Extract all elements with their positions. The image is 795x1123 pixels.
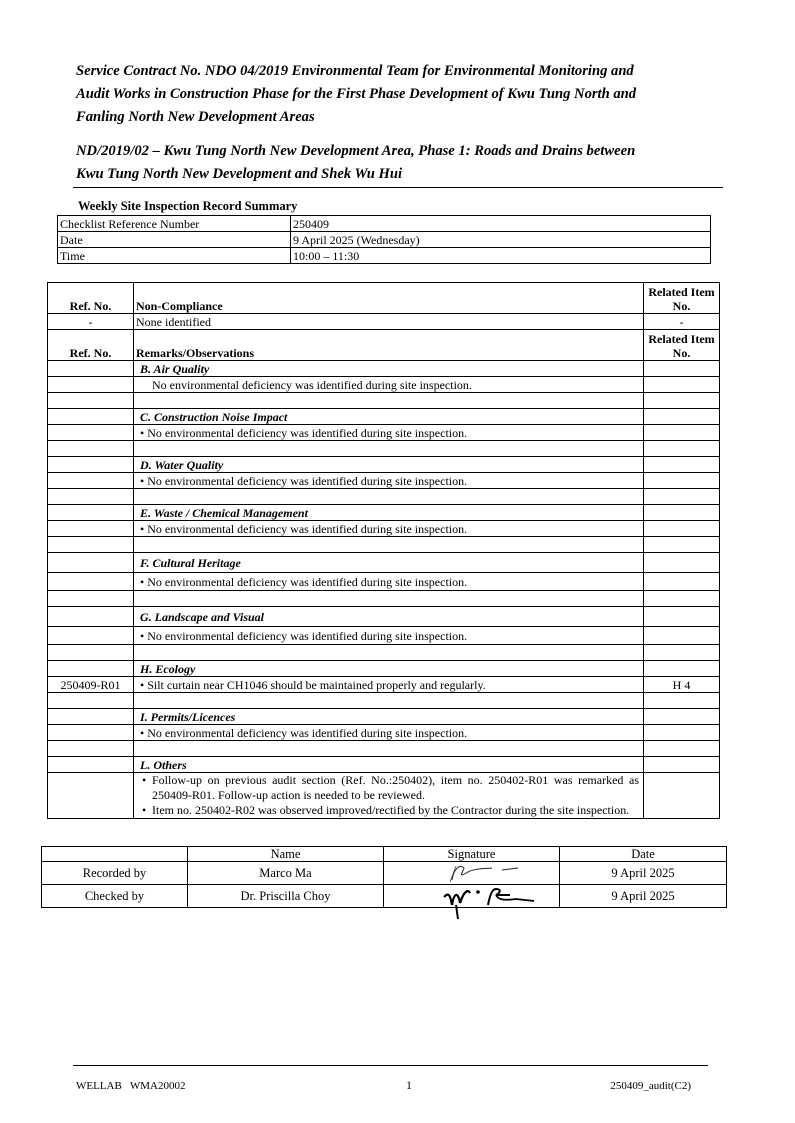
observation-ref	[48, 627, 134, 645]
observation-row	[48, 521, 720, 537]
footer-divider	[73, 1065, 708, 1066]
blank-row	[48, 393, 720, 409]
project-subtitle	[76, 140, 716, 186]
observation-row	[48, 573, 720, 591]
signature-header: Signature	[384, 847, 560, 862]
observation-row	[48, 677, 720, 693]
observation-bullet: • No environmental deficiency was identified during site inspection.	[134, 573, 644, 591]
section-title: H. Ecology	[134, 661, 644, 677]
date-header: Date	[560, 847, 727, 862]
project-subtitle-line: Kwu Tung North New Development and Shek Wu Hui	[76, 166, 402, 182]
signoff-name: Dr. Priscilla Choy	[188, 885, 384, 908]
summary-label: Date	[58, 232, 291, 248]
findings-table	[47, 282, 720, 819]
observation-bullet: • No environmental deficiency was identified during site inspection.	[134, 627, 644, 645]
section-title: I. Permits/Licences	[134, 709, 644, 725]
footer-right: 250409_audit(C2)	[610, 1080, 691, 1092]
section-title: D. Water Quality	[134, 457, 644, 473]
observation-ref	[48, 573, 134, 591]
observation-bullet: • No environmental deficiency was identified during site inspection.	[134, 425, 644, 441]
header-divider	[73, 187, 723, 188]
ref-no-header: Ref. No.	[48, 283, 134, 314]
non-compliance-text: None identified	[134, 314, 644, 330]
observation-ref	[48, 377, 134, 393]
section-title-row	[48, 757, 720, 773]
observation-related	[644, 627, 720, 645]
name-header: Name	[188, 847, 384, 862]
signature-image-priscilla	[384, 879, 560, 919]
others-item: • Item no. 250402-R02 was observed improved/rectified by the Contractor during the site inspection.	[152, 803, 639, 818]
signoff-date: 9 April 2025	[560, 862, 727, 885]
summary-table	[57, 215, 711, 264]
non-compliance-row	[48, 314, 720, 330]
summary-row	[58, 216, 711, 232]
observation-bullet: • No environmental deficiency was identified during site inspection.	[134, 521, 644, 537]
signoff-date: 9 April 2025	[560, 885, 727, 908]
observation-text: No environmental deficiency was identified during site inspection.	[147, 521, 468, 536]
contract-title-line: Fanling North New Development Areas	[76, 109, 315, 125]
observation-related	[644, 725, 720, 741]
observation-text: No environmental deficiency was identified during site inspection.	[134, 377, 644, 393]
section-title-row	[48, 457, 720, 473]
observation-ref	[48, 425, 134, 441]
signoff-role: Checked by	[42, 885, 188, 908]
observation-text: No environmental deficiency was identified during site inspection.	[147, 473, 468, 488]
signoff-row	[42, 885, 727, 908]
observation-ref	[48, 521, 134, 537]
summary-value: 9 April 2025 (Wednesday)	[291, 232, 711, 248]
blank-row	[48, 441, 720, 457]
contract-title	[76, 60, 716, 129]
related-item-header: Related Item No.	[644, 330, 720, 361]
section-title-row	[48, 361, 720, 377]
observation-ref	[48, 725, 134, 741]
observation-bullet: • Silt curtain near CH1046 should be maintained properly and regularly.	[134, 677, 644, 693]
non-compliance-ref: -	[48, 314, 134, 330]
summary-label: Time	[58, 248, 291, 264]
observation-related	[644, 573, 720, 591]
summary-heading: Weekly Site Inspection Record Summary	[78, 199, 298, 213]
section-title: L. Others	[134, 757, 644, 773]
observation-text: No environmental deficiency was identified during site inspection.	[147, 425, 468, 440]
page-number: 1	[406, 1078, 412, 1092]
non-compliance-related: -	[644, 314, 720, 330]
summary-label: Checklist Reference Number	[58, 216, 291, 232]
observation-related	[644, 521, 720, 537]
others-row	[48, 773, 720, 819]
summary-row	[58, 248, 711, 264]
section-title: G. Landscape and Visual	[134, 607, 644, 627]
contract-title-line: Audit Works in Construction Phase for the First Phase Development of Kwu Tung North and	[76, 86, 637, 102]
others-list	[136, 773, 641, 818]
observation-bullet: • No environmental deficiency was identified during site inspection.	[134, 473, 644, 489]
observation-row	[48, 627, 720, 645]
observation-related	[644, 377, 720, 393]
signoff-header-row	[42, 847, 727, 862]
observation-text: No environmental deficiency was identified during site inspection.	[147, 628, 468, 643]
observation-row	[48, 377, 720, 393]
section-title-row	[48, 661, 720, 677]
observation-related	[644, 425, 720, 441]
observation-ref: 250409-R01	[48, 677, 134, 693]
observation-row	[48, 725, 720, 741]
related-item-header: Related Item No.	[644, 283, 720, 314]
blank-row	[48, 741, 720, 757]
summary-value: 10:00 – 11:30	[291, 248, 711, 264]
section-title-row	[48, 409, 720, 425]
observation-text: No environmental deficiency was identified during site inspection.	[147, 574, 468, 589]
observation-related	[644, 473, 720, 489]
signoff-name: Marco Ma	[188, 862, 384, 885]
blank-row	[48, 537, 720, 553]
remarks-header-row	[48, 330, 720, 361]
remarks-header: Remarks/Observations	[134, 330, 644, 361]
ref-no-header: Ref. No.	[48, 330, 134, 361]
section-title: C. Construction Noise Impact	[134, 409, 644, 425]
section-title-row	[48, 553, 720, 573]
section-title-row	[48, 607, 720, 627]
blank-row	[48, 591, 720, 607]
observation-row	[48, 473, 720, 489]
observation-row	[48, 425, 720, 441]
observation-bullet: • No environmental deficiency was identified during site inspection.	[134, 725, 644, 741]
others-list-cell	[134, 773, 644, 819]
section-title-row	[48, 709, 720, 725]
section-title: F. Cultural Heritage	[134, 553, 644, 573]
blank-row	[48, 645, 720, 661]
section-title-row	[48, 505, 720, 521]
contract-title-line: Service Contract No. NDO 04/2019 Environmental Team for Environmental Monitoring and	[76, 63, 634, 79]
observation-ref	[48, 473, 134, 489]
footer-left: WELLAB WMA20002	[76, 1080, 186, 1092]
summary-row	[58, 232, 711, 248]
signature-cell	[384, 885, 560, 908]
project-subtitle-line: ND/2019/02 – Kwu Tung North New Development Area, Phase 1: Roads and Drains between	[76, 143, 636, 159]
signoff-table	[41, 846, 727, 908]
non-compliance-header: Non-Compliance	[134, 283, 644, 314]
blank-row	[48, 693, 720, 709]
observation-related: H 4	[644, 677, 720, 693]
section-title: E. Waste / Chemical Management	[134, 505, 644, 521]
signoff-role: Recorded by	[42, 862, 188, 885]
others-item: • Follow-up on previous audit section (Ref. No.:250402), item no. 250402-R01 was remarked as 250409-R01. Follow-up action is needed to be reviewed.	[152, 773, 639, 803]
observation-text: No environmental deficiency was identified during site inspection.	[147, 725, 468, 740]
findings-header-row	[48, 283, 720, 314]
observation-text: Silt curtain near CH1046 should be maintained properly and regularly.	[147, 677, 486, 692]
section-title: B. Air Quality	[134, 361, 644, 377]
summary-value: 250409	[291, 216, 711, 232]
blank-row	[48, 489, 720, 505]
